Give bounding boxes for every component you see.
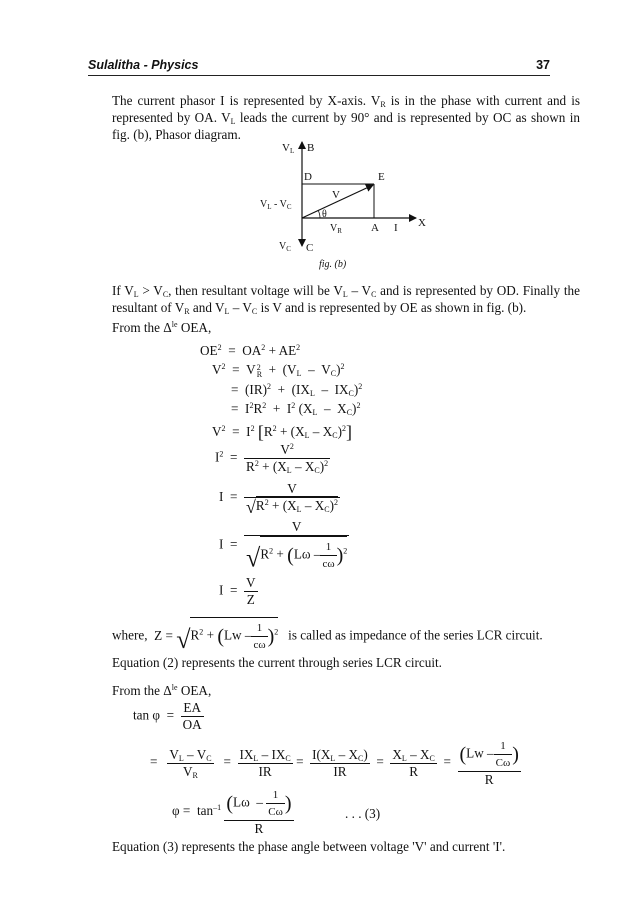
eq-i-sqrt: I = $\frac{V}{√R^2 + (X_L - X_C)^2}$	[219, 481, 339, 517]
book-title: Sulalitha - Physics	[88, 58, 199, 72]
page-number: 37	[536, 58, 550, 72]
label-e: E	[378, 171, 385, 183]
label-vl: VL	[282, 142, 295, 155]
page-header	[88, 58, 550, 76]
where-impedance-line: where, $Z = √R^2 + (Lw$ – $\frac{1}{c\omega}$ )$^2$ is called as impedance of the series LCR circuit.	[112, 617, 543, 655]
from-triangle-1: From the $\Delta^{le}$ OEA,	[112, 320, 212, 335]
label-vc: $V_C$	[279, 241, 291, 253]
phasor-diagram	[250, 136, 440, 272]
intro-paragraph: The current phasor I is represented by X-axis. $V_R$ is in the phase with current and is represented by OA. $V_L$ leads the current by 90° and is represented by OC as shown in fig. (b), Phasor diagram.	[112, 93, 580, 142]
label-v: V	[332, 189, 340, 201]
label-d: D	[304, 171, 312, 183]
eq-i2r2-form: = $I^2R^2 + I^2$ $(X_L - X_C)^2$	[231, 401, 361, 417]
eq-tan-phi: tan φ = $\frac{EA}{OA}$	[133, 700, 202, 732]
eq-i-omega: I = V $√R^2 + (L\omega$ – $\frac{1}{c\omega}$ )$^2$	[219, 519, 348, 573]
header-rule	[88, 75, 550, 76]
equation-3-ref: . . . (3)	[345, 806, 381, 821]
figure-caption: fig. (b)	[319, 259, 347, 270]
label-theta: θ	[322, 209, 327, 220]
eq-tan-chain: = $\frac{V_L - V_C}{V_R}$ = $\frac{IX_L - IX_C}{IR}$ = $\frac{I(X_L - X_C)}{IR}$ = $\frac{X_L - X_C}{R}$ = (Lw – $\frac{1}{C\omega}$ ) R	[150, 740, 519, 787]
eq-ir-form: = $(IR)^2 + (IX_L - IX_C)^2$	[231, 382, 363, 398]
label-i: I	[394, 222, 398, 234]
eq-i-squared: $I^2$ = $\frac{V^2}{R^2 + (X_L - X_C)^2}$	[215, 442, 329, 475]
label-a: A	[371, 222, 379, 234]
theta-arc	[318, 210, 320, 218]
label-c: C	[306, 242, 314, 254]
eq-phi: $\varphi = \tan^{-1}$ (Lω – $\frac{1}{C\omega}$ ) R	[172, 789, 292, 836]
eq-v-squared: $V^2 = V2$ $R + (V_L - V_C)^2$	[212, 362, 345, 379]
label-x: X	[418, 217, 426, 229]
equation-3-note: Equation (3) represents the phase angle between voltage 'V' and current 'I'.	[112, 839, 506, 854]
resultant-paragraph: If $V_L > V_C$, then resultant voltage will be $V_L - V_C$ and is represented by OD. Finally the resultant of $V_R$ and $V_L - V_C$ is V and is represented by OE as shown in fig. (b).	[112, 283, 580, 316]
impedance-formula: $Z = √R^2 + (Lw$ – $\frac{1}{c\omega}$ )$^2$	[154, 628, 278, 643]
eq-v2-factored: $V^2 = I^2$ $[R^2 + (X_L - X_C)^2]$	[212, 422, 352, 442]
eq-oe-squared: $OE^2 = OA^2 + AE^2$	[200, 343, 301, 358]
label-vr: $V_R$	[330, 223, 342, 235]
equation-2-note: Equation (2) represents the current through series LCR circuit.	[112, 655, 442, 670]
label-vl-vc: $V_L - V_C$	[260, 199, 292, 211]
eq-i-v-over-z: I = $\frac{V}{Z}$	[219, 575, 256, 607]
label-b: B	[307, 142, 315, 154]
from-triangle-2: From the $\Delta^{le}$ OEA,	[112, 683, 212, 698]
